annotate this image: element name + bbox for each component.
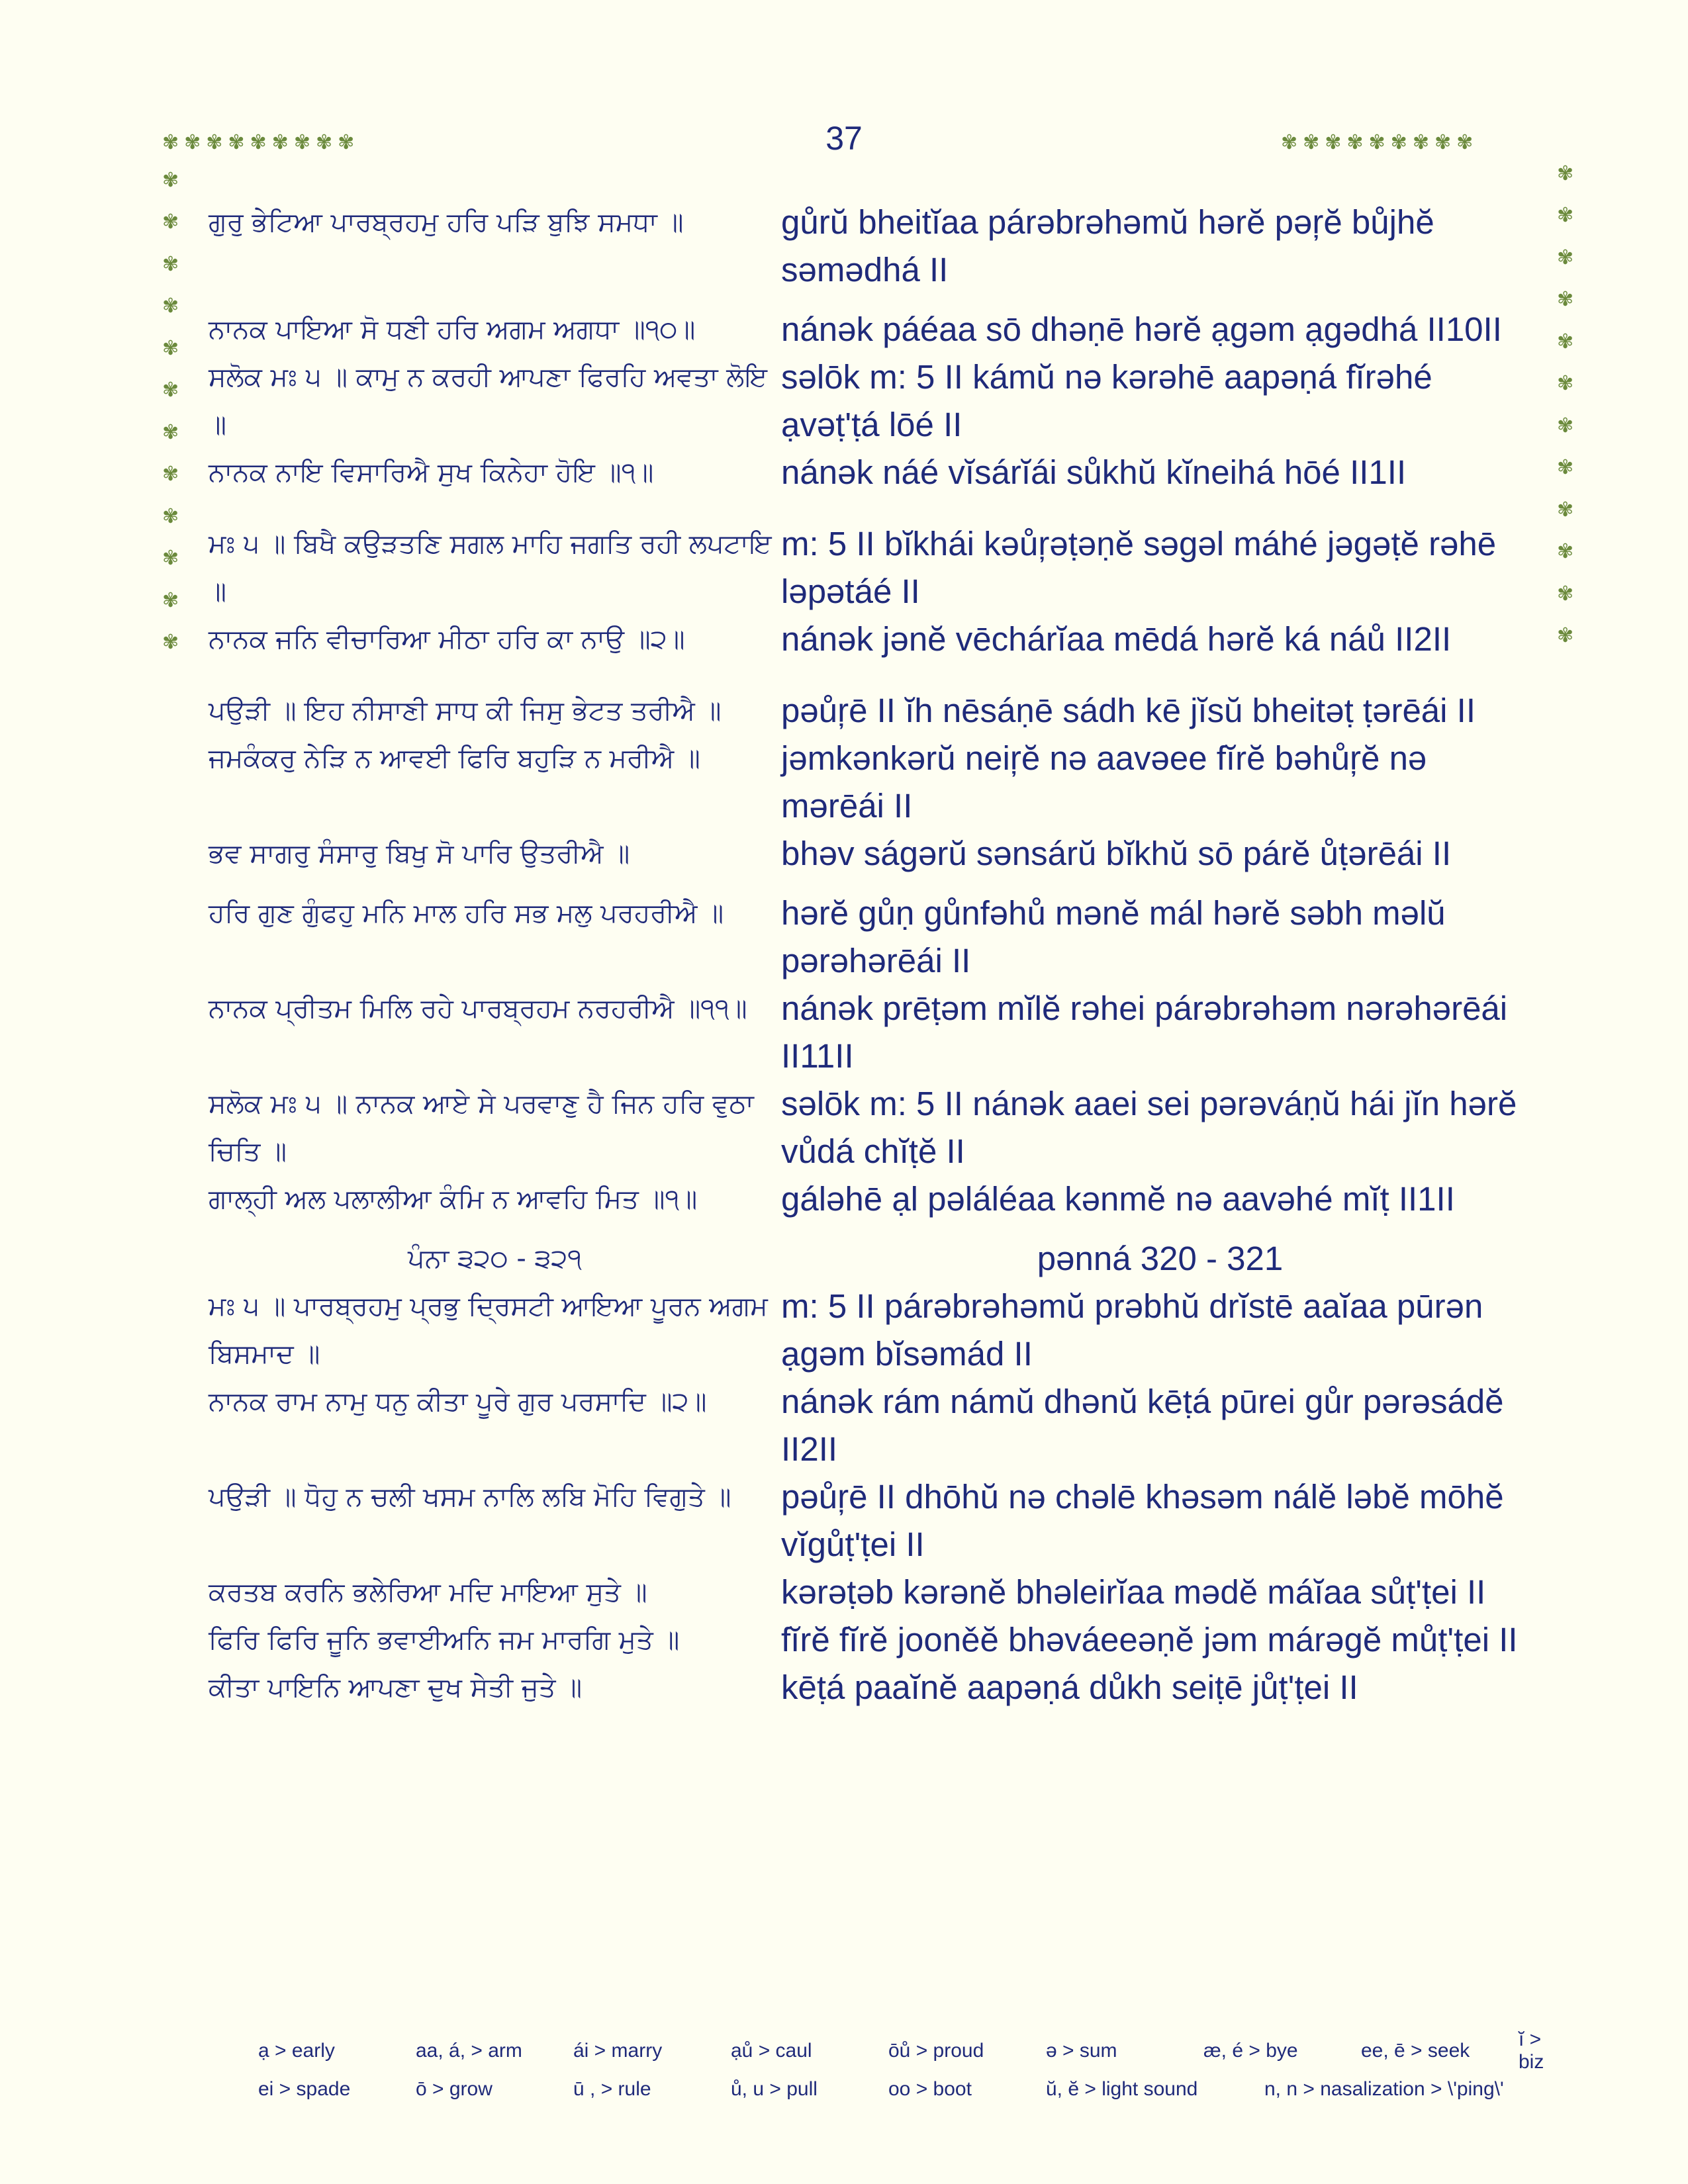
transliteration-text: pəůŗē II ĭh nēsáṇē sádh kē jĭsŭ bheitəṭ ṭərēái II [781, 692, 1476, 729]
gurmukhi-text: ਜਮਕੰਕਰੁ ਨੇੜਿ ਨ ਆਵਈ ਫਿਰਿ ਬਹੁੜਿ ਨ ਮਰੀਐ ॥ [209, 743, 700, 774]
gurmukhi-text: ਪਉੜੀ ॥ ਧੋਹੁ ਨ ਚਲੀ ਖਸਮ ਨਾਲਿ ਲਬਿ ਮੋਹਿ ਵਿਗੁਤੇ ॥ [209, 1482, 731, 1512]
gurmukhi-text: ਨਾਨਕ ਪਾਇਆ ਸੋ ਧਣੀ ਹਰਿ ਅਗਮ ਅਗਧਾ ॥੧੦॥ [209, 314, 696, 345]
verse-row [209, 735, 1539, 830]
gurmukhi-text: ਨਾਨਕ ਜਨਿ ਵੀਚਾਰਿਆ ਮੀਠਾ ਹਰਿ ਕਾ ਨਾਉ ॥੨॥ [209, 624, 685, 655]
transliteration-text: nánək prēṭəm mĭlĕ rəhei párəbrəhəm nərəhərēái II11II [781, 989, 1508, 1075]
verse-row [209, 1080, 1539, 1175]
gurmukhi-text: ਗਾਲ੍ਹੀ ਅਲ ਪਲਾਲੀਆ ਕੰਮਿ ਨ ਆਵਹਿ ਮਿਤ ॥੧॥ [209, 1184, 698, 1214]
transliteration-text: pəůŗē II dhōhŭ nə chəlē khəsəm nálĕ ləbĕ mōhĕ vĭgůṭ'ṭei II [781, 1478, 1504, 1563]
verse-row [209, 889, 1539, 985]
verse-row [209, 985, 1539, 1080]
verse-row [209, 1616, 1539, 1664]
verse-row [209, 520, 1539, 615]
gurmukhi-text: ਭਵ ਸਾਗਰੁ ਸੰਸਾਰੁ ਬਿਖੁ ਸੋ ਪਾਰਿ ਉਤਰੀਐ ॥ [209, 839, 630, 869]
legend-item: ei > spade [258, 2078, 351, 2100]
verse-row [209, 353, 1539, 449]
legend-item: ə > sum [1046, 2040, 1117, 2062]
verse-row [209, 830, 1539, 878]
page-reference-row [209, 1235, 1539, 1283]
gurmukhi-text: ਫਿਰਿ ਫਿਰਿ ਜੂਨਿ ਭਵਾਈਅਨਿ ਜਮ ਮਾਰਗਿ ਮੁਤੇ ॥ [209, 1625, 680, 1655]
gurmukhi-text: ਸਲੋਕ ਮਃ ੫ ॥ ਨਾਨਕ ਆਏ ਸੇ ਪਰਵਾਣੁ ਹੈ ਜਿਨ ਹਰਿ ਵੁਠਾ ਚਿਤਿ ॥ [209, 1089, 754, 1167]
verse-row [209, 1473, 1539, 1569]
transliteration-text: jəmkənkərŭ neiŗĕ nə aavəee fĭrĕ bəhůŗĕ nə mərēái II [781, 739, 1427, 825]
gurmukhi-text: ਨਾਨਕ ਨਾਇ ਵਿਸਾਰਿਐ ਸੁਖ ਕਿਨੇਹਾ ਹੋਇ ॥੧॥ [209, 457, 654, 488]
gurmukhi-text: ਪਉੜੀ ॥ ਇਹ ਨੀਸਾਣੀ ਸਾਧ ਕੀ ਜਿਸੁ ਭੇਟਤ ਤਰੀਐ ॥ [209, 696, 722, 726]
page-number: 37 [825, 120, 863, 157]
verse-row [209, 615, 1539, 663]
legend-item: ái > marry [573, 2040, 663, 2062]
gurmukhi-text: ਸਲੋਕ ਮਃ ੫ ॥ ਕਾਮੁ ਨ ਕਰਹੀ ਆਪਣਾ ਫਿਰਹਿ ਅਵਤਾ ਲੋਇ ॥ [209, 362, 768, 440]
gurmukhi-text: ਗੁਰੁ ਭੇਟਿਆ ਪਾਰਬ੍ਰਹਮੁ ਹਰਿ ਪੜਿ ਬੁਝਿ ਸਮਧਾ ॥ [209, 207, 684, 238]
legend-item: ạ > early [258, 2040, 335, 2062]
transliteration-text: kərəṭəb kərənĕ bhəleirĭaa mədĕ máĭaa sůṭ'ṭei II [781, 1573, 1486, 1611]
legend-item: ee, ē > seek [1361, 2040, 1470, 2062]
verse-row [209, 449, 1539, 496]
legend-item: ū , > rule [573, 2078, 651, 2100]
legend-item: ōů > proud [888, 2040, 984, 2062]
verse-row [209, 687, 1539, 735]
transliteration-text: nánək páéaa sō dhəṇē hərĕ ạgəm ạgədhá II10II [781, 310, 1502, 348]
legend-item: ů, u > pull [731, 2078, 818, 2100]
verse-row [209, 306, 1539, 353]
page-reference-translit: pənná 320 - 321 [1037, 1240, 1284, 1277]
transliteration-text: nánək náé vĭsárĭái sůkhŭ kĭneihá hōé II1II [781, 453, 1407, 491]
gurmukhi-text: ਕਰਤਬ ਕਰਨਿ ਭਲੇਰਿਆ ਮਦਿ ਮਾਇਆ ਸੁਤੇ ॥ [209, 1577, 647, 1608]
transliteration-text: səlōk m: 5 II nánək aaei sei pərəváṇŭ hái jĭn hərĕ vůdá chĭṭĕ II [781, 1085, 1517, 1170]
legend-item: oo > boot [888, 2078, 972, 2100]
verse-row [209, 199, 1539, 294]
legend-item: n, n > nasalization > \'ping\' [1264, 2078, 1504, 2100]
verse-row [209, 1569, 1539, 1616]
legend-item: ō > grow [416, 2078, 492, 2100]
page-reference-gurmukhi: ਪੰਨਾ ੩੨੦ - ੩੨੧ [408, 1244, 582, 1274]
gurmukhi-text: ਕੀਤਾ ਪਾਇਨਿ ਆਪਣਾ ਦੁਖ ਸੇਤੀ ਜੁਤੇ ॥ [209, 1672, 583, 1703]
legend-item: aa, á, > arm [416, 2040, 522, 2062]
legend-item: æ, é > bye [1203, 2040, 1298, 2062]
gurmukhi-text: ਨਾਨਕ ਪ੍ਰੀਤਮ ਮਿਲਿ ਰਹੇ ਪਾਰਬ੍ਰਹਮ ਨਰਹਰੀਐ ॥੧੧॥ [209, 993, 747, 1024]
legend-row [258, 2028, 1544, 2073]
gurmukhi-text: ਨਾਨਕ ਰਾਮ ਨਾਮੁ ਧਨੁ ਕੀਤਾ ਪੂਰੇ ਗੁਰ ਪਰਸਾਦਿ ॥੨॥ [209, 1387, 707, 1417]
pronunciation-legend [258, 2028, 1544, 2109]
legend-row [258, 2070, 1516, 2109]
gurmukhi-text: ਹਰਿ ਗੁਣ ਗੁੰਫਹੁ ਮਨਿ ਮਾਲ ਹਰਿ ਸਭ ਮਲੁ ਪਰਹਰੀਐ ॥ [209, 898, 724, 929]
transliteration-text: gůrŭ bheitĭaa párəbrəhəmŭ hərĕ pəŗĕ bůjhĕ səmədhá II [781, 203, 1434, 289]
transliteration-text: fĭrĕ fĭrĕ jooněĕ bhəváeeəṇĕ jəm márəgĕ můṭ'ṭei II [781, 1621, 1518, 1659]
transliteration-text: m: 5 II bĭkhái kəůŗəṭəṇĕ səgəl máhé jəgəṭĕ rəhē ləpətáé II [781, 525, 1497, 610]
transliteration-text: nánək rám námŭ dhənŭ kēṭá pūrei gůr pərəsádĕ II2II [781, 1383, 1504, 1468]
legend-item: ạů > caul [731, 2040, 812, 2062]
gurmukhi-text: ਮਃ ੫ ॥ ਬਿਖੈ ਕਉੜਤਣਿ ਸਗਲ ਮਾਹਿ ਜਗਤਿ ਰਹੀ ਲਪਟਾਇ ॥ [209, 529, 772, 607]
legend-item: ĭ > biz [1519, 2028, 1544, 2073]
verse-row [209, 1283, 1539, 1378]
transliteration-text: səlōk m: 5 II kámŭ nə kərəhē aapəṇá fĭrəhé ạvəṭ'ṭá lōé II [781, 358, 1432, 443]
transliteration-text: nánək jənĕ vēchárĭaa mēdá hərĕ ká náů II2II [781, 620, 1452, 658]
transliteration-text: m: 5 II párəbrəhəmŭ prəbhŭ drĭstē aaĭaa pūrən ạgəm bĭsəmád II [781, 1287, 1483, 1373]
verse-row [209, 1378, 1539, 1473]
transliteration-text: hərĕ gůṇ gůnfəhů mənĕ mál hərĕ səbh məlŭ pərəhərēái II [781, 894, 1446, 979]
gurmukhi-text: ਮਃ ੫ ॥ ਪਾਰਬ੍ਰਹਮੁ ਪ੍ਰਭੁ ਦ੍ਰਿਸਟੀ ਆਇਆ ਪੂਰਨ ਅਗਮ ਬਿਸਮਾਦ ॥ [209, 1291, 768, 1369]
verse-content [209, 199, 1539, 1711]
transliteration-text: gáləhē ạl pəláléaa kənmĕ nə aavəhé mĭṭ II1II [781, 1180, 1455, 1218]
decorative-border-top-right: ✾✾✾✾✾✾✾✾✾ [1281, 131, 1479, 154]
verse-row [209, 1664, 1539, 1711]
legend-item: ŭ, ĕ > light sound [1046, 2078, 1198, 2100]
transliteration-text: kēṭá paaĭnĕ aapəṇá důkh seiṭē jůṭ'ṭei II [781, 1668, 1358, 1706]
transliteration-text: bhəv ságərŭ sənsárŭ bĭkhŭ sō párĕ ůṭərēái II [781, 835, 1452, 872]
decorative-border-top-left: ✾✾✾✾✾✾✾✾✾ [162, 131, 360, 154]
verse-row [209, 1175, 1539, 1223]
